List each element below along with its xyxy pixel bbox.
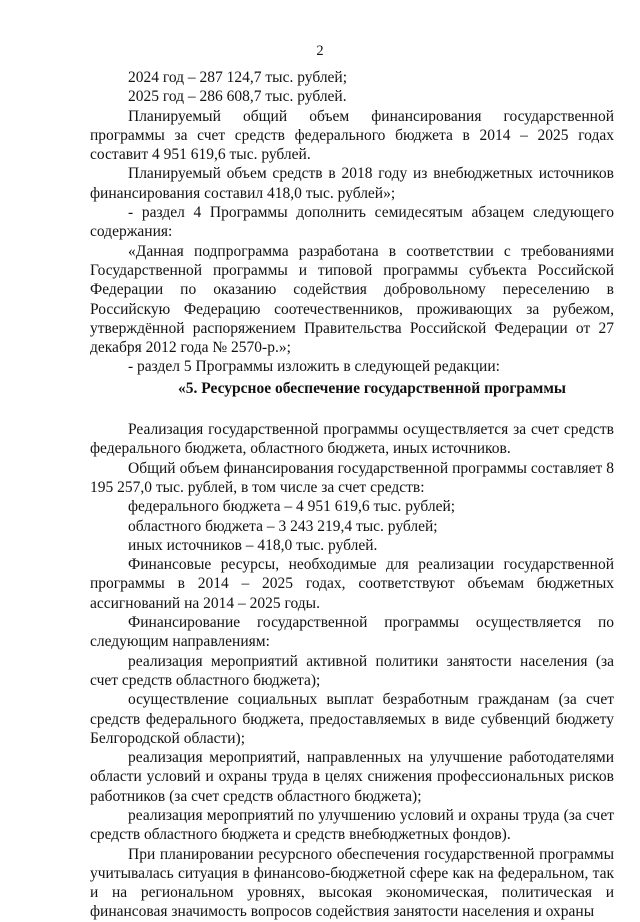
page-number: 2: [316, 43, 324, 59]
paragraph: 2025 год – 286 608,7 тыс. рублей.: [128, 88, 347, 106]
paragraph: Планируемый объем средств в 2018 году из внебюджетных источников финансирования составил 418,0 тыс. рублей»;: [90, 165, 614, 202]
paragraph: Реализация государственной программы осуществляется за счет средств федерального бюджета, областного бюджета, иных источников.: [90, 421, 614, 458]
paragraph: реализация мероприятий по улучшению условий и охраны труда (за счет средств областного бюджета и средств внебюджетных фондов).: [90, 806, 614, 844]
paragraph: осуществление социальных выплат безработным гражданам (за счет средств федерального бюджета, предоставляемых в виде субвенций бюджету Белгородской области);: [90, 691, 614, 747]
paragraph: Общий объем финансирования государственной программы составляет 8 195 257,0 тыс. рублей, в том числе за счет средств:: [90, 459, 614, 496]
paragraph: реализация мероприятий, направленных на улучшение работодателями области условий и охраны труда в целях снижения профессиональных рисков работников (за счет средств областного бюджета);: [90, 749, 614, 805]
paragraph: федерального бюджета – 4 951 619,6 тыс. рублей;: [128, 498, 456, 516]
paragraph: «Данная подпрограмма разработана в соответствии с требованиями Государственной программы и типовой программы субъекта Российской Федерации по оказанию содействия добровольному переселению в Российскую Федерацию соотечественников, проживающих за рубежом, утверждённой распоряжением Правительства Российской Федерации от 27 декабря 2012 года № 2570-р.»;: [90, 242, 614, 357]
section-heading: «5. Ресурсное обеспечение государственной программы: [178, 379, 566, 397]
paragraph: областного бюджета – 3 243 219,4 тыс. рублей;: [128, 517, 438, 535]
paragraph: - раздел 4 Программы дополнить семидесятым абзацем следующего содержания:: [90, 204, 614, 241]
paragraph: - раздел 5 Программы изложить в следующей редакции:: [128, 358, 500, 376]
paragraph: реализация мероприятий активной политики занятости населения (за счет средств областного бюджета);: [90, 652, 614, 689]
paragraph: Финансирование государственной программы осуществляется по следующим направлениям:: [90, 614, 614, 651]
paragraph: 2024 год – 287 124,7 тыс. рублей;: [128, 69, 348, 86]
document-body: [90, 68, 614, 922]
paragraph: Финансовые ресурсы, необходимые для реализации государственной программы в 2014 – 2025 годах, соответствуют объемам бюджетных ассигнований на 2014 – 2025 годы.: [90, 556, 614, 612]
paragraph: иных источников – 418,0 тыс. рублей.: [128, 536, 378, 554]
paragraph: Планируемый общий объем финансирования государственной программы за счет средств федерального бюджета в 2014 – 2025 годах составит 4 951 619,6 тыс. рублей.: [90, 107, 614, 164]
paragraph: При планировании ресурсного обеспечения государственной программы учитывалась ситуация в финансово-бюджетной сфере как на федеральном, так и на региональном уровнях, высокая экономическая, политическая и финансовая значимость вопросов содействия занятости населения и охраны: [90, 845, 614, 921]
spacer: [90, 398, 614, 420]
